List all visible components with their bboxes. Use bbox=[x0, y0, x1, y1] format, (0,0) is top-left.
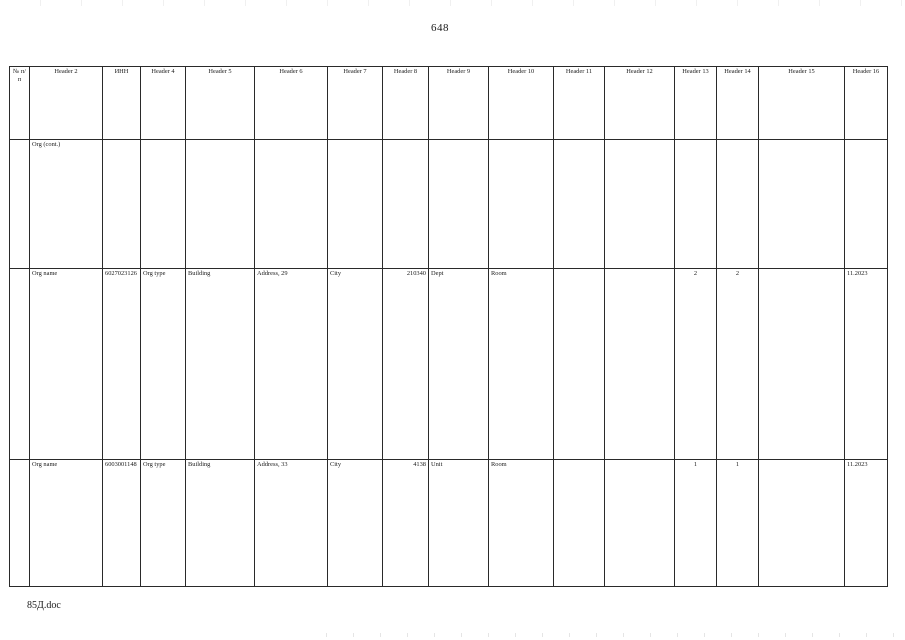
table-row bbox=[10, 140, 888, 269]
inn-cell bbox=[103, 140, 141, 269]
room-cell: Room bbox=[489, 269, 554, 460]
column-header: Header 2 bbox=[30, 67, 103, 140]
inn-cell: 6027023126 bbox=[103, 269, 141, 460]
qty-have-cell bbox=[675, 140, 717, 269]
building-cell: Building bbox=[186, 269, 255, 460]
room-cell: Room bbox=[489, 460, 554, 587]
inn-cell: 6003001148 bbox=[103, 460, 141, 587]
table-header-row bbox=[10, 67, 888, 140]
column-header: Header 12 bbox=[605, 67, 675, 140]
column-header: Header 8 bbox=[383, 67, 429, 140]
scan-edge-bottom bbox=[300, 633, 905, 637]
settlement-cell: City bbox=[328, 269, 383, 460]
org-type-cell: Org type bbox=[141, 460, 186, 587]
column-header: Header 11 bbox=[554, 67, 605, 140]
date-cell: 11.2023 bbox=[845, 460, 888, 587]
org-name-cell: Org name bbox=[30, 269, 103, 460]
org-type-cell bbox=[141, 140, 186, 269]
organizations-table bbox=[9, 66, 888, 587]
room-cell bbox=[489, 140, 554, 269]
column-header: Header 7 bbox=[328, 67, 383, 140]
table-row bbox=[10, 269, 888, 460]
settlement-cell: City bbox=[328, 460, 383, 587]
building-cell bbox=[186, 140, 255, 269]
legal-act-cell bbox=[759, 269, 845, 460]
org-type-cell: Org type bbox=[141, 269, 186, 460]
qty-have-cell: 1 bbox=[675, 460, 717, 587]
qty-replace-cell: 1 bbox=[717, 460, 759, 587]
column-header: Header 5 bbox=[186, 67, 255, 140]
building-cell: Building bbox=[186, 460, 255, 587]
conditions-cell bbox=[554, 269, 605, 460]
document-filename: 85Д.doc bbox=[27, 600, 61, 611]
legal-act-cell bbox=[759, 460, 845, 587]
qty-replace-cell bbox=[717, 140, 759, 269]
column-header: Header 9 bbox=[429, 67, 489, 140]
unit-cell bbox=[429, 140, 489, 269]
column-header: Header 15 bbox=[759, 67, 845, 140]
conditions-cell bbox=[554, 460, 605, 587]
column-header: Header 4 bbox=[141, 67, 186, 140]
device-cell bbox=[605, 140, 675, 269]
scan-edge-top bbox=[0, 0, 905, 6]
date-cell: 11.2023 bbox=[845, 269, 888, 460]
address-cell bbox=[255, 140, 328, 269]
device-cell bbox=[605, 269, 675, 460]
column-header: Header 14 bbox=[717, 67, 759, 140]
date-cell bbox=[845, 140, 888, 269]
population-cell: 210340 bbox=[383, 269, 429, 460]
device-cell bbox=[605, 460, 675, 587]
row-number-cell bbox=[10, 140, 30, 269]
column-header: Header 13 bbox=[675, 67, 717, 140]
org-name-cell: Org name bbox=[30, 460, 103, 587]
address-cell: Address, 33 bbox=[255, 460, 328, 587]
address-cell: Address, 29 bbox=[255, 269, 328, 460]
table-row bbox=[10, 460, 888, 587]
org-name-cell: Org (cont.) bbox=[30, 140, 103, 269]
column-header: Header 6 bbox=[255, 67, 328, 140]
qty-have-cell: 2 bbox=[675, 269, 717, 460]
qty-replace-cell: 2 bbox=[717, 269, 759, 460]
column-header: Header 16 bbox=[845, 67, 888, 140]
column-header: № п/п bbox=[10, 67, 30, 140]
unit-cell: Dept bbox=[429, 269, 489, 460]
unit-cell: Unit bbox=[429, 460, 489, 587]
conditions-cell bbox=[554, 140, 605, 269]
page-number: 648 bbox=[431, 22, 449, 34]
row-number-cell bbox=[10, 460, 30, 587]
population-cell bbox=[383, 140, 429, 269]
settlement-cell bbox=[328, 140, 383, 269]
population-cell: 4138 bbox=[383, 460, 429, 587]
column-header: Header 10 bbox=[489, 67, 554, 140]
legal-act-cell bbox=[759, 140, 845, 269]
row-number-cell bbox=[10, 269, 30, 460]
column-header: ИНН bbox=[103, 67, 141, 140]
